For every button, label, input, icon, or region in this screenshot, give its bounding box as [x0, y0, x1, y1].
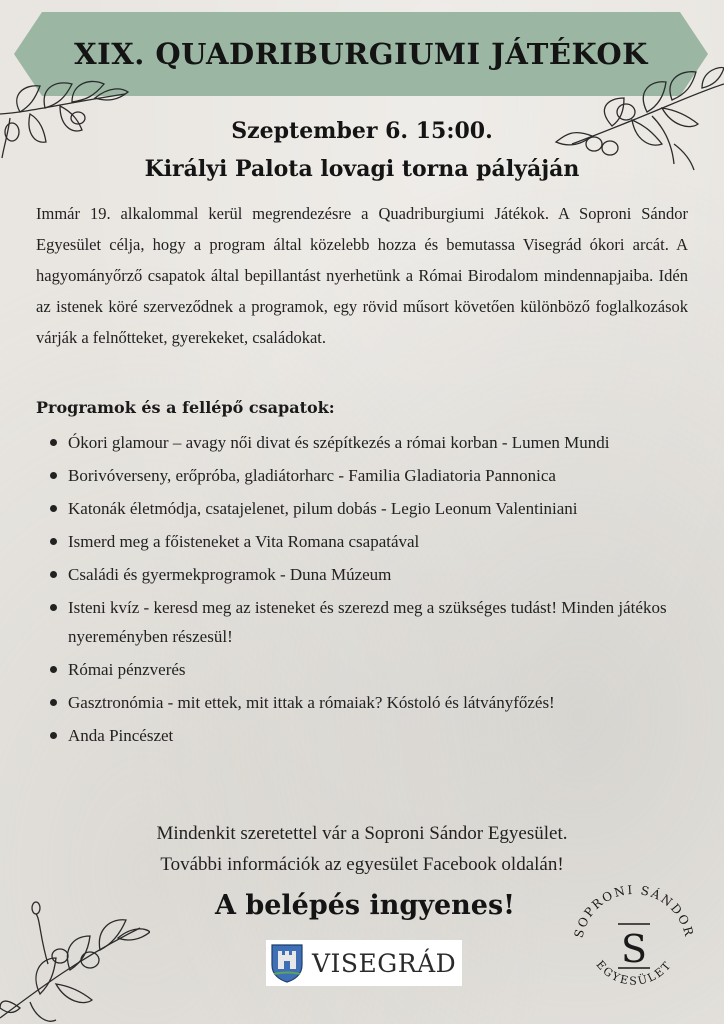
event-date-time: Szeptember 6. 15:00. [231, 118, 493, 144]
seal-monogram: S [620, 927, 648, 971]
society-seal-logo [560, 872, 708, 1020]
page-title: XIX. QUADRIBURGIUMI JÁTÉKOK [74, 37, 648, 71]
admission-free: A belépés ingyenes! [215, 890, 515, 921]
closing-line-2: További információk az egyesület Facebook oldalán! [160, 854, 564, 875]
closing-line-1: Mindenkit szeretettel vár a Soproni Sándor Egyesület. [156, 823, 568, 844]
list-item: Anda Pincészet [48, 721, 698, 750]
list-item: Katonák életmódja, csatajelenet, pilum dobás - Legio Leonum Valentiniani [48, 494, 698, 523]
list-item: Borivóverseny, erőpróba, gladiátorharc - Familia Gladiatoria Pannonica [48, 461, 698, 490]
programs-heading: Programok és a fellépő csapatok: [36, 398, 335, 417]
visegrad-crest-icon [270, 943, 304, 983]
closing-text [0, 818, 724, 880]
programs-list [48, 428, 698, 754]
seal-top-text: SOPRONI SÁNDOR [571, 882, 697, 940]
visegrad-wordmark: VISEGRÁD [312, 948, 457, 978]
list-item: Ismerd meg a főisteneket a Vita Romana csapatával [48, 527, 698, 556]
intro-paragraph: Immár 19. alkalommal kerül megrendezésre a Quadriburgiumi Játékok. A Soproni Sándor Egyesület célja, hogy a program által közelebb hozza és bemutassa Visegrád ókori arcát. A hagyományőrző csapatok által bepillantást nyerhetünk a Római Birodalom mindennapjaiba. Idén az istenek köré szerveződnek a programok, egy rövid műsort követően különböző foglalkozások várják a felnőtteket, gyerekeket, családokat. [36, 204, 688, 347]
visegrad-logo [266, 940, 462, 986]
list-item: Családi és gyermekprogramok - Duna Múzeum [48, 560, 698, 589]
event-venue: Királyi Palota lovagi torna pályáján [144, 156, 580, 182]
list-item: Isteni kvíz - keresd meg az isteneket és szerezd meg a szükséges tudást! Minden játékos nyereményben részesül! [48, 593, 698, 651]
list-item: Római pénzverés [48, 655, 698, 684]
seal-bottom-text: EGYESÜLET [593, 958, 675, 988]
list-item: Ókori glamour – avagy női divat és szépítkezés a római korban - Lumen Mundi [48, 428, 698, 457]
list-item: Gasztronómia - mit ettek, mit ittak a rómaiak? Kóstoló és látványfőzés! [48, 688, 698, 717]
